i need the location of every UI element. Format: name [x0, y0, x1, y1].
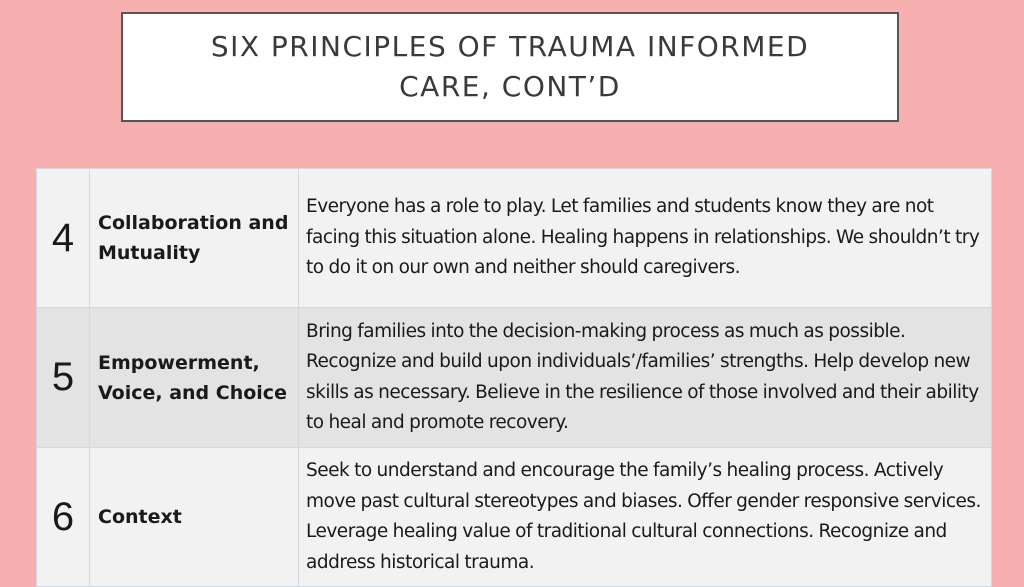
principle-name: Context — [90, 448, 299, 587]
principle-description: Seek to understand and encourage the family’s healing process. Actively move past cultural stereotypes and biases. Offer gender responsive services. Leverage healing value of traditional cultural connections. Recognize and address historical trauma. — [299, 448, 992, 587]
table-row — [37, 448, 992, 587]
principle-number: 5 — [37, 308, 90, 448]
slide-title — [211, 27, 809, 107]
principle-name: Empowerment, Voice, and Choice — [90, 308, 299, 448]
table-row — [37, 308, 992, 448]
principles-table — [36, 168, 992, 587]
slide-title-box — [121, 12, 899, 122]
principle-name: Collaboration and Mutuality — [90, 169, 299, 308]
principle-number: 4 — [37, 169, 90, 308]
principle-number: 6 — [37, 448, 90, 587]
slide-title-line-2: CARE, CONT’D — [399, 70, 621, 103]
slide-title-line-1: SIX PRINCIPLES OF TRAUMA INFORMED — [210, 30, 810, 63]
principle-description: Everyone has a role to play. Let families and students know they are not facing this situation alone. Healing happens in relationships. We shouldn’t try to do it on our own and neither should caregivers. — [299, 169, 992, 308]
principle-description: Bring families into the decision-making process as much as possible. Recognize and build upon individuals’/families’ strengths. Help develop new skills as necessary. Believe in the resilience of those involved and their ability to heal and promote recovery. — [299, 308, 992, 448]
table-row — [37, 169, 992, 308]
